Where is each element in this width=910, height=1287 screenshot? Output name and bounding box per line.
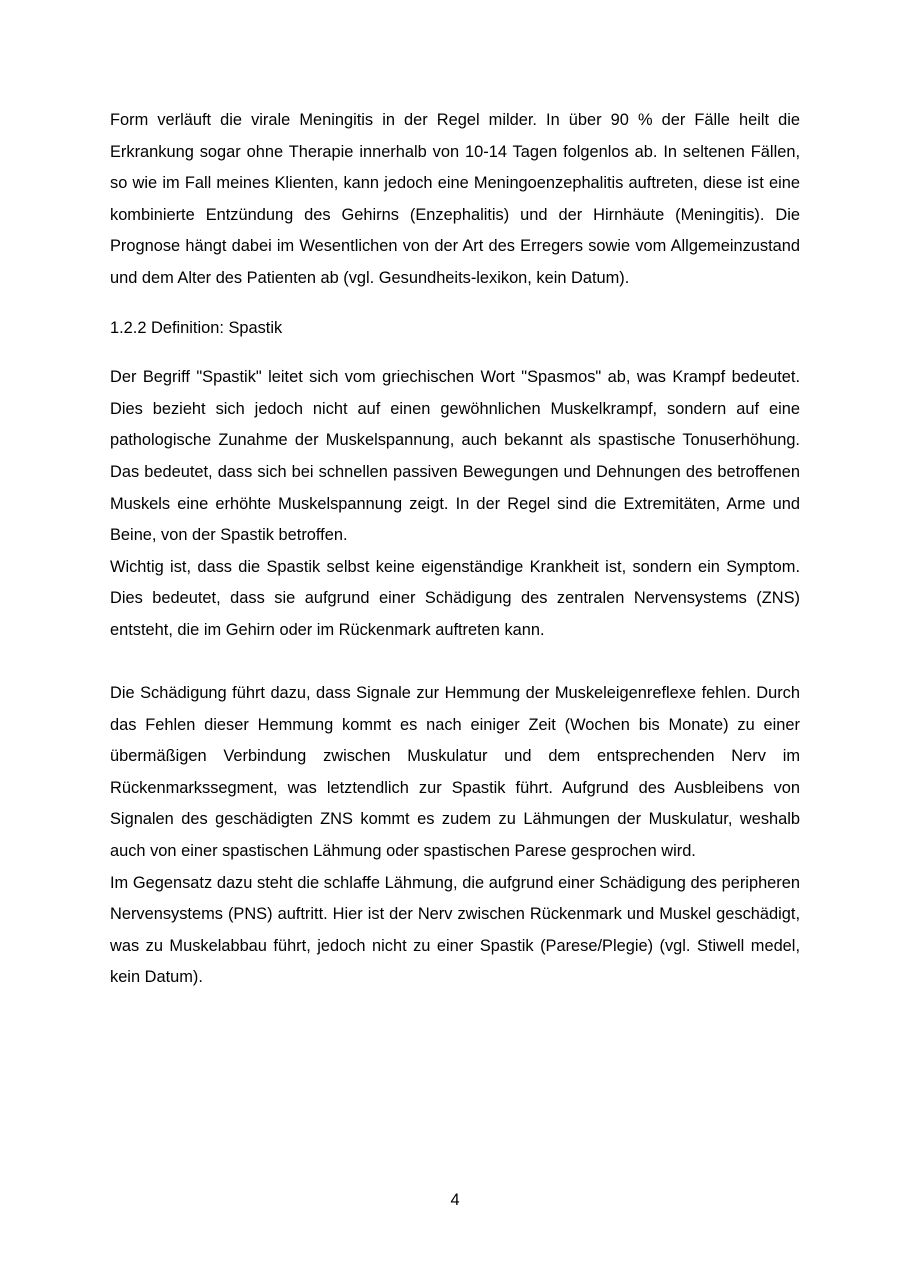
paragraph-meningitis: Form verläuft die virale Meningitis in der Regel milder. In über 90 % der Fälle heilt die Erkrankung sogar ohne Therapie innerhalb von 10-14 Tagen folgenlos ab. In seltenen Fällen, so wie im Fall meines Klienten, kann jedoch eine Meningoenzephalitis auftreten, diese ist eine kombinierte Entzündung des Gehirns (Enzephalitis) und der Hirnhäute (Meningitis). Die Prognose hängt dabei im Wesentlichen von der Art des Erregers sowie vom Allgemeinzustand und dem Alter des Patienten ab (vgl. Gesundheits-lexikon, kein Datum). [110,111,800,287]
paragraph-schlaffe-laehmung: Im Gegensatz dazu steht die schlaffe Lähmung, die aufgrund einer Schädigung des peripheren Nervensystems (PNS) auftritt. Hier ist der Nerv zwischen Rückenmark und Muskel geschädigt, was zu Muskelabbau führt, jedoch nicht zu einer Spastik (Parese/Plegie) (vgl. Stiwell medel, kein Datum). [110,873,800,987]
paragraph-schaedigung: Die Schädigung führt dazu, dass Signale zur Hemmung der Muskeleigenreflexe fehlen. Durch das Fehlen dieser Hemmung kommt es nach einiger Zeit (Wochen bis Monate) zu einer übermäßigen Verbindung zwischen Muskulatur und dem entsprechenden Nerv im Rückenmarkssegment, was letztendlich zur Spastik führt. Aufgrund des Ausbleibens von Signalen des geschädigten ZNS kommt es zudem zu Lähmungen der Muskulatur, weshalb auch von einer spastischen Lähmung oder spastischen Parese gesprochen wird. [110,684,800,861]
document-page-body [110,105,800,994]
blank-line [110,647,800,679]
heading-spacing [110,344,800,362]
paragraph-spacing [110,295,800,313]
section-heading-spastik: 1.2.2 Definition: Spastik [110,318,283,337]
page-number: 4 [450,1191,460,1209]
paragraph-spastik-symptom: Wichtig ist, dass die Spastik selbst keine eigenständige Krankheit ist, sondern ein Symptom. Dies bedeutet, dass sie aufgrund einer Schädigung des zentralen Nervensystems (ZNS) entsteht, die im Gehirn oder im Rückenmark auftreten kann. [110,557,800,639]
paragraph-spastik-definition: Der Begriff "Spastik" leitet sich vom griechischen Wort "Spasmos" ab, was Krampf bedeutet. Dies bezieht sich jedoch nicht auf einen gewöhnlichen Muskelkrampf, sondern auf eine pathologische Zunahme der Muskelspannung, auch bekannt als spastische Tonuserhöhung. Das bedeutet, dass sich bei schnellen passiven Bewegungen und Dehnungen des betroffenen Muskels eine erhöhte Muskelspannung zeigt. In der Regel sind die Extremitäten, Arme und Beine, von der Spastik betroffen. [110,368,800,545]
